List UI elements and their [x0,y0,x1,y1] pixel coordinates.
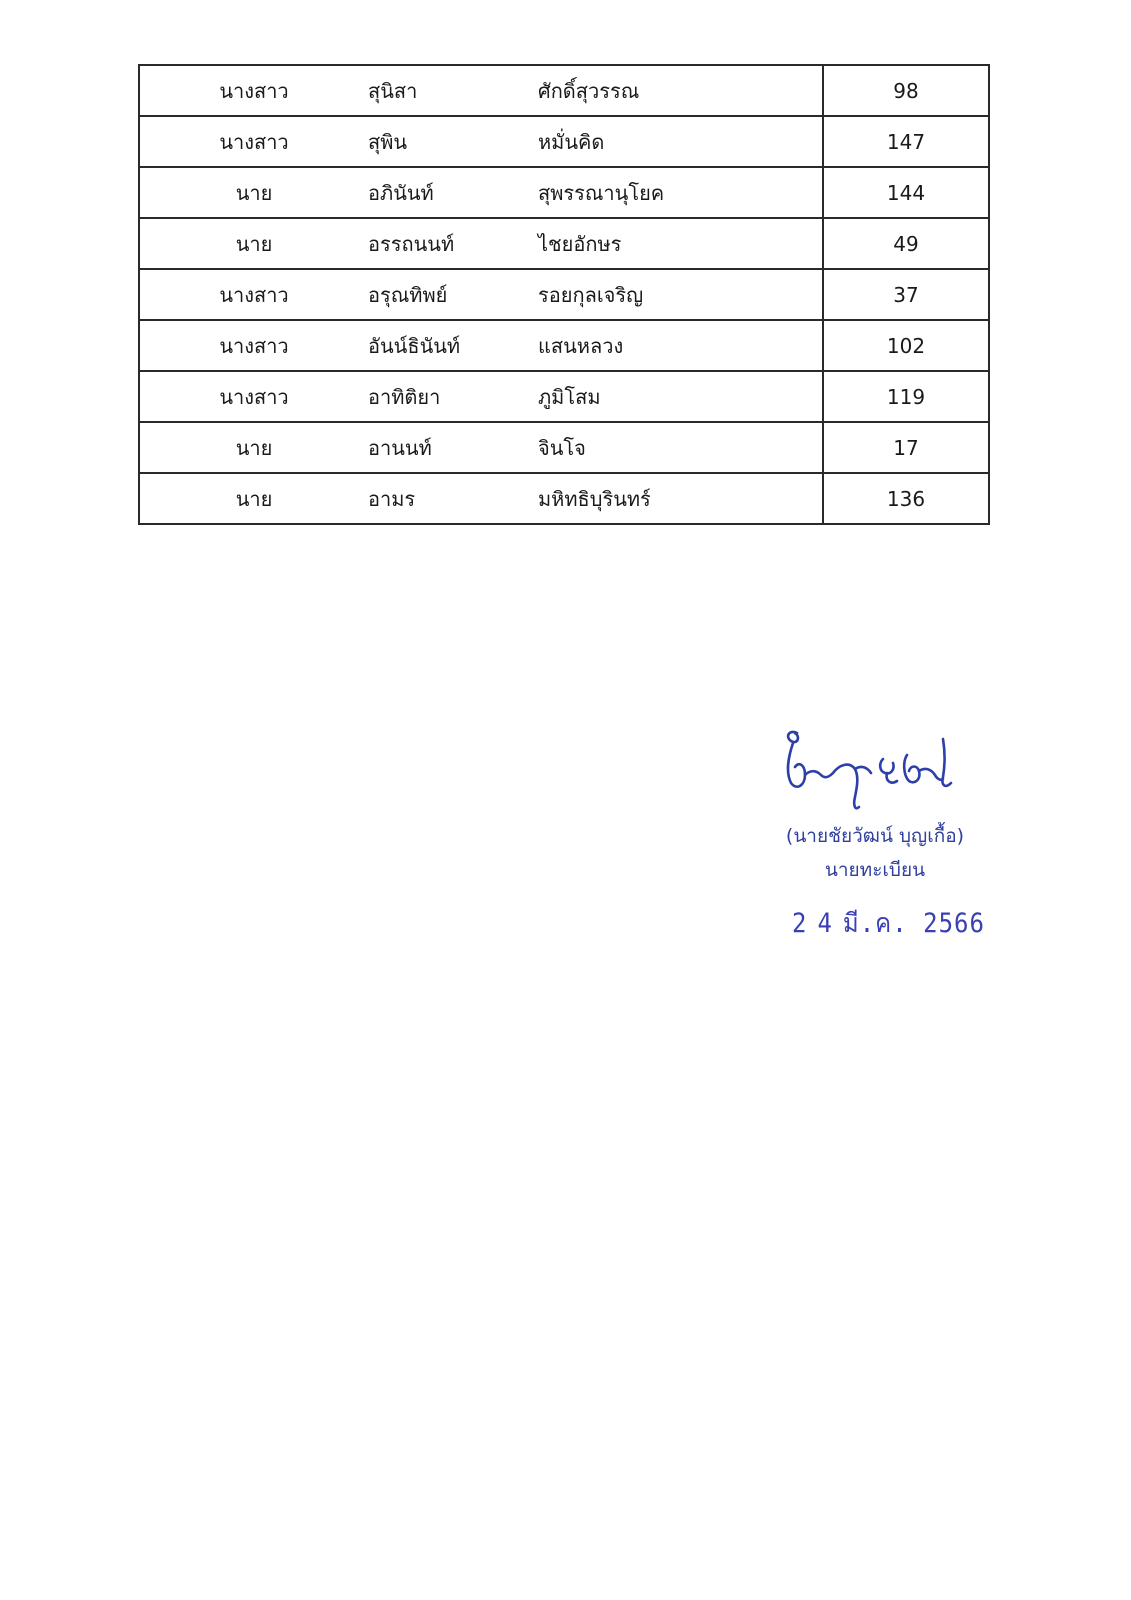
first-name-cell: อาทิติยา [368,371,538,422]
number-cell: 102 [823,320,989,371]
date-stamp-day-digit-1: 2 [792,907,808,939]
number-cell: 17 [823,422,989,473]
last-name-cell: แสนหลวง [538,320,823,371]
table-row [139,473,989,524]
first-name-cell: อรุณทิพย์ [368,269,538,320]
roster-table [138,64,990,525]
last-name-cell: มหิทธิบุรินทร์ [538,473,823,524]
last-name-cell: ศักดิ์สุวรรณ [538,65,823,116]
table-row [139,422,989,473]
first-name-cell: อันน์ธินันท์ [368,320,538,371]
title-cell: นางสาว [139,65,368,116]
roster-table-body [139,65,989,524]
number-cell: 119 [823,371,989,422]
number-cell: 37 [823,269,989,320]
number-cell: 136 [823,473,989,524]
last-name-cell: หมั่นคิด [538,116,823,167]
first-name-cell: อามร [368,473,538,524]
first-name-cell: สุพิน [368,116,538,167]
signer-title: นายทะเบียน [824,859,926,881]
last-name-cell: ไชยอักษร [538,218,823,269]
title-cell: นาย [139,473,368,524]
title-cell: นางสาว [139,116,368,167]
title-cell: นางสาว [139,269,368,320]
number-cell: 147 [823,116,989,167]
first-name-cell: อภินันท์ [368,167,538,218]
table-row [139,269,989,320]
last-name-cell: จินโจ [538,422,823,473]
last-name-cell: รอยกุลเจริญ [538,269,823,320]
date-stamp-month-year: มี.ค. 2566 [842,907,985,939]
first-name-cell: อรรถนนท์ [368,218,538,269]
handwritten-signature [775,725,975,815]
date-stamp [792,901,995,944]
table-row [139,320,989,371]
number-cell: 49 [823,218,989,269]
signature-block [760,725,990,885]
table-row [139,371,989,422]
last-name-cell: สุพรรณานุโยค [538,167,823,218]
date-stamp-day-digit-2: 4 [817,907,833,939]
first-name-cell: อานนท์ [368,422,538,473]
signer-name: (นายชัยวัฒน์ บุญเกื้อ) [785,825,965,847]
number-cell: 144 [823,167,989,218]
table-row [139,116,989,167]
title-cell: นาย [139,422,368,473]
title-cell: นางสาว [139,320,368,371]
last-name-cell: ภูมิโสม [538,371,823,422]
title-cell: นาย [139,218,368,269]
first-name-cell: สุนิสา [368,65,538,116]
title-cell: นางสาว [139,371,368,422]
table-row [139,65,989,116]
table-row [139,167,989,218]
title-cell: นาย [139,167,368,218]
table-row [139,218,989,269]
number-cell: 98 [823,65,989,116]
